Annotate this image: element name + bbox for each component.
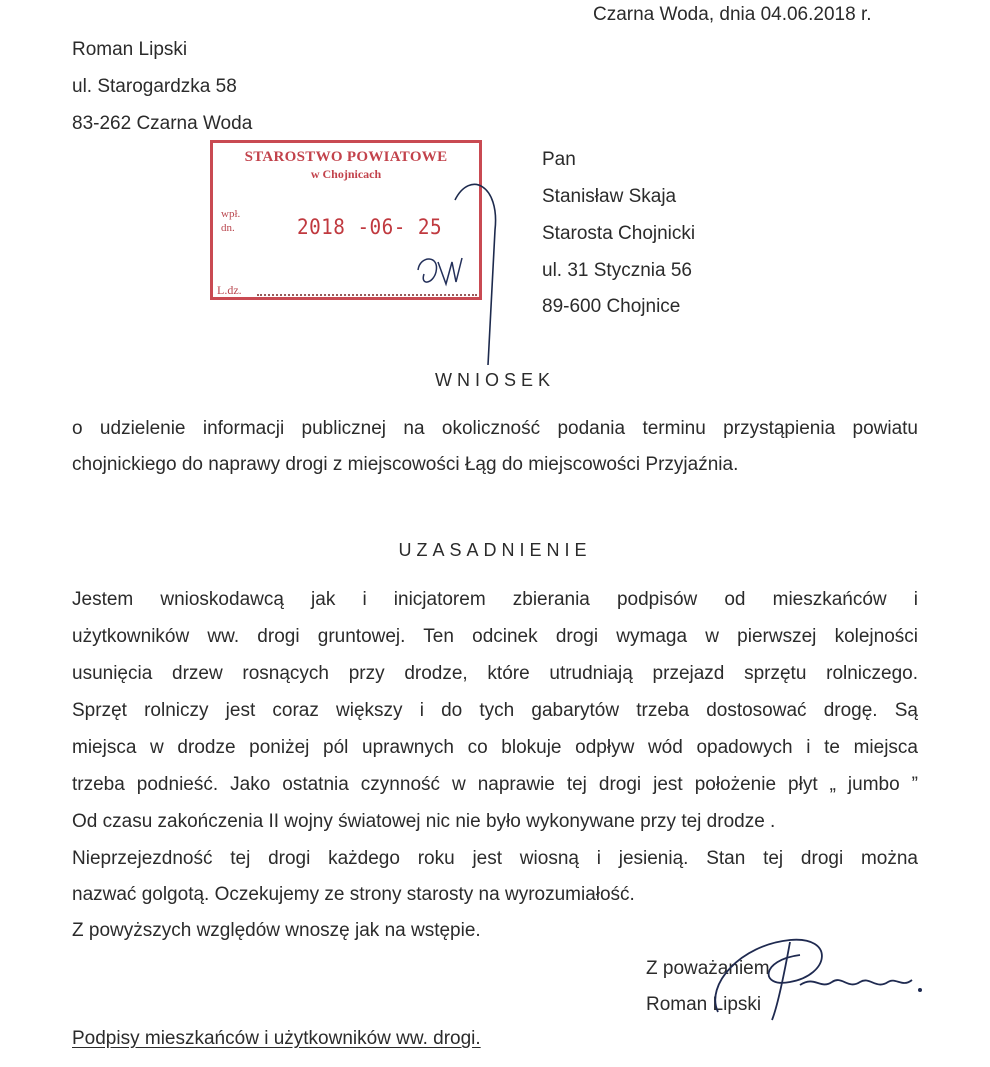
closing-regards: Z poważaniem [646,958,770,979]
body-line: miejsca w drodze poniżej pól uprawnych co blokuje odpływ wód opadowych i te miejsca [72,737,918,758]
stamp-title: STAROSTWO POWIATOWE [244,149,448,165]
sender-street: ul. Starogardzka 58 [72,76,237,97]
recipient-title: Starosta Chojnicki [542,223,696,244]
sender-city: 83-262 Czarna Woda [72,113,253,134]
sender-name: Roman Lipski [72,39,188,60]
stamp-date: 2018 -06- 25 [297,215,443,239]
recipient-name: Stanisław Skaja [542,186,677,207]
stamp-ldz-label: L.dz. [217,283,242,297]
body-line: nazwać golgotą. Oczekujemy ze strony starosty na wyrozumiałość. [72,884,635,905]
body-line: Od czasu zakończenia II wojny światowej nic nie było wykonywane przy tej drodze . [72,811,776,832]
signature-dot [918,988,922,992]
body-line: Sprzęt rolniczy jest coraz większy i do tych gabarytów trzeba dostosować drogę. Są [72,700,918,721]
body-line: Jestem wnioskodawcą jak i inicjatorem zbierania podpisów od mieszkańców i [72,589,918,610]
body-line: użytkowników ww. drogi gruntowej. Ten odcinek drogi wymaga w pierwszej kolejności [72,626,918,647]
body-line: trzeba podnieść. Jako ostatnia czynność w naprawie tej drogi jest położenie płyt „ jumbo ” [72,774,918,795]
stamp-ldz-line [257,294,477,296]
body-line: Z powyższych względów wnoszę jak na wstępie. [72,920,481,941]
body-line: usunięcia drzew rosnących przy drodze, które utrudniają przejazd sprzętu rolniczego. [72,663,918,684]
stamp-wpl-label: wpł. [221,208,241,220]
request-heading: WNIOSEK [434,370,555,390]
stamp-subtitle: w Chojnicach [310,167,382,181]
closing-name: Roman Lipski [646,994,762,1015]
recipient-city: 89-600 Chojnice [542,296,681,317]
request-line-2: chojnickiego do naprawy drogi z miejscowości Łąg do miejscowości Przyjaźnia. [72,454,739,475]
signatures-label: Podpisy mieszkańców i użytkowników ww. drogi. [72,1028,481,1049]
place-date: Czarna Woda, dnia 04.06.2018 r. [593,4,872,25]
stamp-dn-label: dn. [221,222,235,234]
request-line-1: o udzielenie informacji publicznej na okoliczność podania terminu przystąpienia powiatu [72,418,918,439]
registry-stamp [210,140,482,300]
recipient-street: ul. 31 Stycznia 56 [542,260,692,281]
body-line: Nieprzejezdność tej drogi każdego roku jest wiosną i jesienią. Stan tej drogi można [72,848,918,869]
recipient-salutation: Pan [542,149,576,170]
justification-heading: UZASADNIENIE [398,540,592,560]
